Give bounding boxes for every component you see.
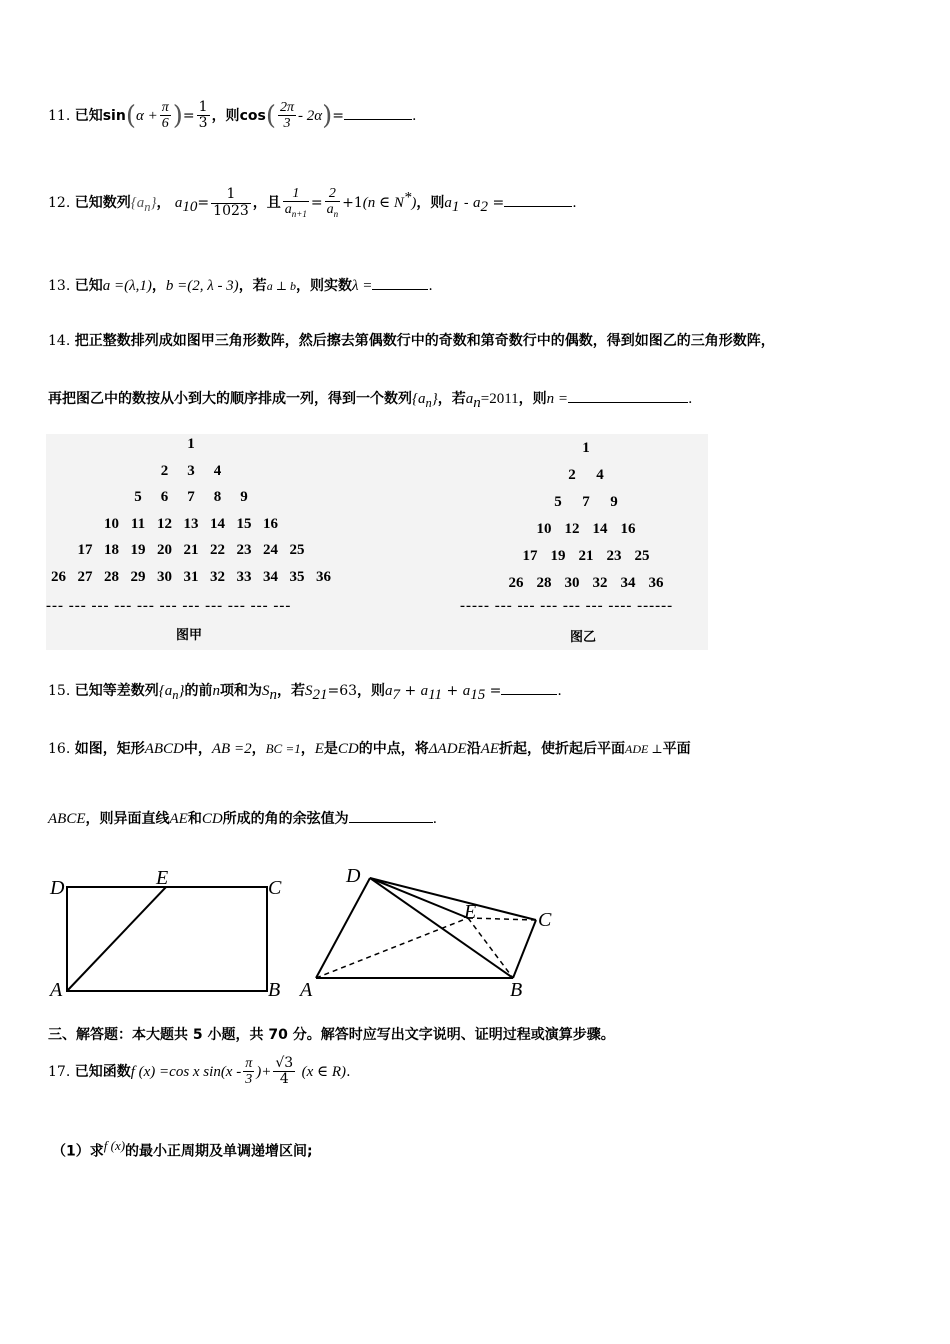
label-a: A (50, 979, 63, 1001)
edge-ae-dashed (316, 918, 468, 978)
eq-sign: = (332, 107, 344, 124)
num: π (161, 100, 169, 115)
math-cond: (n ∈ N (362, 195, 404, 212)
var: a (462, 683, 471, 699)
segment-ae (67, 887, 166, 991)
array-number: 11 (130, 515, 146, 532)
array-number: 15 (236, 515, 252, 532)
sub: 1 (451, 198, 460, 215)
question-16 (48, 738, 691, 758)
question-17-part1 (52, 1138, 313, 1161)
array-number: 13 (183, 515, 199, 532)
math-abce: ABCE (48, 811, 86, 827)
den: 1023 (213, 202, 249, 219)
period: . (572, 195, 577, 212)
q-text: ，若 (437, 391, 466, 407)
q-text: ， (151, 278, 166, 294)
var: a (473, 195, 481, 212)
dots-yi: ----- --- --- --- --- --- ---- ------ (460, 598, 674, 614)
q-text: 已知等差数列 (74, 683, 159, 699)
q-text: 再把图乙中的数按从小到大的顺序排成一列，得到一个数列 (48, 391, 412, 407)
array-number: 9 (610, 494, 618, 510)
text: {a (158, 683, 173, 699)
sub: n (473, 394, 481, 411)
part-label: （1）求 (52, 1143, 104, 1160)
array-number: 35 (289, 568, 305, 585)
array-number: 23 (606, 548, 622, 564)
math-cond: ) (411, 195, 417, 212)
array-number: 19 (550, 548, 566, 564)
var: a (465, 391, 474, 407)
array-number: 8 (213, 489, 222, 505)
q-text: ，且 (252, 195, 281, 212)
array-number: 5 (554, 494, 562, 510)
value: =2011 (480, 391, 519, 407)
math-cd: CD (201, 811, 223, 827)
sub: n (172, 688, 179, 702)
den (325, 202, 341, 220)
array-number: 12 (157, 515, 172, 532)
math-term: )+ (256, 1063, 272, 1080)
answer-blank[interactable] (349, 810, 433, 823)
eq-sign: = (310, 195, 323, 212)
period: . (428, 278, 433, 294)
label-e: E (156, 867, 169, 889)
var: a (444, 195, 452, 212)
sin-func: sin (102, 107, 126, 124)
seq-an (412, 391, 438, 410)
q-text: 的最小正周期及单调递增区间; (125, 1143, 313, 1160)
paren-close: ) (172, 100, 183, 131)
array-number: 4 (596, 467, 604, 483)
den: 6 (161, 116, 169, 132)
text: {a (412, 391, 426, 407)
array-number: 19 (130, 542, 146, 558)
math-ab: AB =2 (211, 741, 252, 757)
q-text: 平面 (662, 741, 691, 757)
frac-pi-3 (243, 1056, 254, 1088)
q-text: 沿 (466, 741, 481, 757)
cos-func: cos (239, 107, 266, 124)
var: a (136, 195, 145, 212)
var: a (385, 683, 393, 699)
label-d: D (50, 877, 65, 899)
period: . (412, 107, 417, 124)
answer-blank[interactable] (504, 194, 572, 207)
math-e: E (314, 741, 324, 757)
array-number: 6 (160, 489, 169, 505)
question-13 (48, 275, 433, 295)
array-number: 27 (77, 568, 93, 585)
seq-an (158, 683, 185, 702)
lambda: λ = (351, 278, 373, 294)
answer-blank[interactable] (372, 277, 428, 290)
q-number: 11. (48, 107, 71, 124)
sub: n (425, 396, 432, 410)
seq-an: $\{a_n\}$ (130, 195, 157, 215)
question-15 (48, 680, 562, 704)
array-number: 32 (592, 575, 608, 591)
q-text: ，若 (276, 683, 305, 699)
func-f: f (x) =cos x sin(x - (130, 1063, 242, 1080)
array-number: 26 (508, 575, 524, 591)
vector-a: a =(λ,1) (102, 278, 152, 294)
array-number: 1 (187, 436, 195, 452)
q-number: 14. (48, 333, 71, 349)
frac-sqrt3-4 (273, 1056, 295, 1088)
array-number: 7 (582, 494, 590, 510)
math-ade: ΔADE (428, 741, 467, 757)
edge-dc (370, 878, 536, 920)
question-12 (48, 186, 577, 220)
q-text: ， (251, 741, 266, 757)
var: a (284, 202, 292, 218)
den: 3 (245, 1072, 253, 1088)
array-number: 3 (187, 462, 195, 479)
q-text: 中， (183, 741, 212, 757)
array-number: 26 (51, 568, 66, 585)
sub: 11 (428, 686, 443, 703)
q-text: 的前 (184, 683, 213, 699)
array-number: 12 (564, 521, 580, 537)
q-text: 和 (187, 811, 202, 827)
array-number: 14 (592, 521, 608, 537)
array-number: 9 (240, 489, 248, 505)
array-number: 25 (634, 548, 650, 564)
math-abcd: ABCD (144, 741, 184, 757)
var-S: S (261, 683, 270, 699)
q-text: 折起，使折起后平面 (499, 741, 626, 757)
paren-open: ( (125, 100, 136, 131)
label-c: C (268, 877, 282, 899)
text: } (431, 391, 438, 407)
array-number: 31 (183, 568, 199, 585)
array-number: 32 (210, 568, 225, 585)
sub: n+1 (291, 209, 307, 220)
caption-yi: 图乙 (570, 630, 597, 645)
sub: n (144, 200, 151, 215)
dots-jia: --- --- --- --- --- --- --- --- --- --- --- (46, 598, 292, 614)
array-number: 17 (522, 548, 538, 564)
sub: 21 (312, 686, 328, 703)
answer-blank[interactable] (344, 107, 412, 120)
array-number: 24 (263, 542, 278, 558)
edge-cb (513, 920, 536, 978)
array-number: 14 (210, 515, 225, 532)
var-n: n (212, 683, 220, 699)
text: } (178, 683, 185, 699)
section-3-heading: 三、解答题：本大题共 5 小题，共 70 分。解答时应写出文字说明、证明过程或演算步骤。 (48, 1027, 615, 1043)
frac-1-an1 (283, 186, 309, 220)
question-11 (48, 100, 416, 132)
array-number: 34 (620, 575, 636, 591)
var: a (420, 683, 429, 699)
func-fx: f (x) (103, 1138, 126, 1153)
array-number: 10 (104, 515, 119, 532)
rect-abcd (67, 887, 267, 991)
domain: (x ∈ R) (301, 1063, 347, 1080)
minus: - (463, 195, 469, 212)
array-number: 28 (104, 568, 119, 585)
array-number: 21 (183, 542, 199, 558)
array-number: 4 (213, 462, 222, 479)
q-number: 17. (48, 1063, 71, 1080)
sub: 10 (182, 198, 198, 215)
q-number: 12. (48, 195, 71, 212)
value: =63 (327, 683, 358, 699)
q-text: 已知 (74, 107, 103, 124)
var-S21: S (304, 683, 313, 699)
label-d: D (346, 865, 361, 887)
array-number: 2 (160, 462, 169, 479)
sub: 7 (392, 686, 401, 703)
array-number: 25 (289, 542, 305, 558)
q-text: 是 (323, 741, 338, 757)
math-term: +1 (342, 195, 363, 212)
array-number: 20 (157, 542, 172, 558)
frac-2-an (325, 186, 341, 220)
perp-cond: a ⊥ b (266, 279, 296, 293)
frac-1-1023 (211, 187, 251, 219)
question-16-line2 (48, 808, 437, 828)
var: a (326, 202, 334, 218)
array-number: 23 (236, 542, 252, 558)
sub: 15 (470, 686, 486, 703)
question-14-line2 (48, 388, 692, 412)
array-number: 34 (263, 568, 278, 585)
array-number: 1 (582, 440, 590, 456)
answer-blank[interactable] (568, 390, 688, 403)
q-number: 13. (48, 278, 71, 294)
q-text: 的中点，将 (358, 741, 429, 757)
figure-rectangle (40, 862, 300, 1002)
q-number: 16. (48, 741, 71, 757)
array-number: 36 (648, 575, 664, 591)
figure-folded (296, 862, 566, 1002)
period: . (688, 391, 693, 407)
num: 1 (211, 187, 251, 203)
period: . (557, 683, 562, 699)
array-number: 2 (568, 467, 576, 483)
frac-pi-6 (160, 100, 171, 132)
frac-2pi-3 (278, 100, 296, 132)
array-number: 33 (236, 568, 252, 585)
paren-close: ) (322, 100, 333, 131)
label-b: B (510, 979, 523, 1001)
sub: n (333, 209, 339, 220)
paren-open: ( (265, 100, 276, 131)
array-number: 36 (316, 568, 331, 585)
array-number: 21 (578, 548, 594, 564)
math-bc: BC =1 (265, 741, 301, 756)
math-ae: AE (480, 741, 500, 757)
num: 2π (279, 100, 294, 115)
q-text: ，则 (211, 107, 240, 124)
sub: n (269, 686, 277, 703)
edge-da (316, 878, 370, 978)
plus: + (404, 683, 417, 699)
figure-triangular-arrays (46, 434, 708, 650)
array-number: 22 (210, 542, 225, 558)
q-text: ，则异面直线 (85, 811, 170, 827)
eq-sign: = (489, 683, 502, 699)
label-e: E (464, 901, 477, 923)
den (283, 202, 309, 220)
array-number: 18 (104, 542, 119, 558)
q-number: 15. (48, 683, 71, 699)
eq-sign: = (492, 195, 505, 212)
answer-blank[interactable] (501, 682, 557, 695)
num: 2 (325, 186, 341, 202)
den: 4 (279, 1071, 289, 1088)
num: 1 (283, 186, 309, 202)
math-alpha: α + (135, 107, 158, 124)
array-number: 16 (263, 515, 278, 532)
q-text: ，若 (238, 278, 267, 294)
plus: + (446, 683, 459, 699)
label-b: B (268, 979, 281, 1001)
den: 3 (283, 116, 291, 132)
q-text: ，则 (416, 195, 445, 212)
array-number: 16 (620, 521, 636, 537)
q-text: 已知数列 (74, 195, 131, 212)
array-number: 7 (187, 489, 195, 505)
num: π (245, 1056, 253, 1071)
sub: 2 (480, 198, 488, 215)
q-text: ，则 (518, 391, 547, 407)
period: . (346, 1063, 351, 1080)
frac-1-3 (197, 100, 210, 132)
q-text: 把正整数排列成如图甲三角形数阵，然后擦去第偶数行中的奇数和第奇数行中的偶数，得到如图乙的三角形数阵， (74, 333, 775, 349)
question-17 (48, 1056, 351, 1088)
array-number: 28 (536, 575, 552, 591)
var: a (174, 195, 183, 212)
math-cd: CD (337, 741, 359, 757)
question-14 (48, 330, 775, 350)
eq-sign: = (197, 195, 210, 212)
array-number: 17 (77, 542, 93, 558)
var-n: n = (546, 391, 569, 407)
sup: * (403, 189, 412, 206)
vector-b: b =(2, λ - 3) (165, 278, 239, 294)
q-text: ，则实数 (295, 278, 352, 294)
edge-eb-dashed (468, 918, 513, 978)
q-text: 已知函数 (74, 1063, 131, 1080)
array-number: 29 (130, 568, 146, 585)
label-c: C (538, 909, 552, 931)
num: 1 (198, 99, 208, 115)
eq-sign: = (182, 107, 195, 124)
q-text: 已知 (74, 278, 103, 294)
array-number: 30 (157, 568, 172, 585)
num: √3 (275, 1055, 294, 1071)
q-text: ， (300, 741, 315, 757)
q-text: 所成的角的余弦值为 (222, 811, 349, 827)
label-a: A (300, 979, 313, 1001)
q-text: ，则 (357, 683, 386, 699)
caption-jia: 图甲 (176, 628, 203, 643)
math-term: - 2α (297, 107, 323, 124)
q-text: ， (156, 195, 171, 212)
array-number: 5 (134, 489, 142, 505)
q-text: 项和为 (219, 683, 262, 699)
den: 3 (198, 115, 208, 132)
array-number: 10 (536, 521, 552, 537)
array-number: 30 (564, 575, 580, 591)
math-ae: AE (169, 811, 188, 827)
math-ade-perp: ADE ⊥ (625, 742, 663, 756)
period: . (432, 811, 438, 827)
q-text: 如图，矩形 (74, 741, 145, 757)
